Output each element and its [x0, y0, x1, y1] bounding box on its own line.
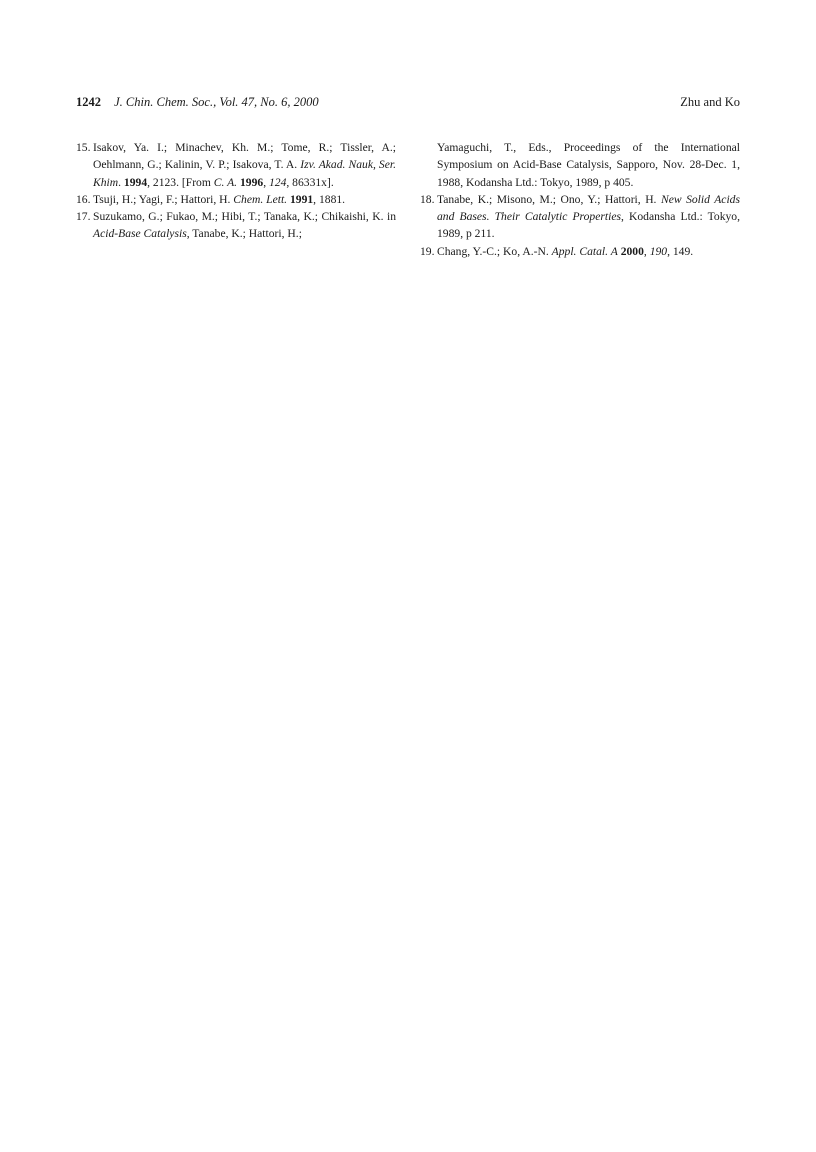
references-column-left: [76, 139, 396, 243]
journal-citation: J. Chin. Chem. Soc., Vol. 47, No. 6, 2000: [114, 95, 319, 109]
running-header: [76, 94, 740, 110]
reference-19: 19. Chang, Y.-C.; Ko, A.-N. Appl. Catal. A 2000, 190, 149.: [420, 243, 740, 260]
references-column-right: [420, 139, 740, 260]
reference-18: 18. Tanabe, K.; Misono, M.; Ono, Y.; Hattori, H. New Solid Acids and Bases. Their Catalytic Properties, Kodansha Ltd.: Tokyo, 1989, p 211.: [420, 192, 740, 241]
reference-number: 19.: [420, 244, 435, 258]
reference-17-continued: Yamaguchi, T., Eds., Proceedings of the International Symposium on Acid-Base Catalysis, Sapporo, Nov. 28-Dec. 1, 1988, Kodansha Ltd.: Tokyo, 1989, p 405.: [437, 141, 740, 189]
page-number: 1242: [76, 95, 101, 109]
reference-17: 17. Suzukamo, G.; Fukao, M.; Hibi, T.; Tanaka, K.; Chikaishi, K. in Acid-Base Catalysis, Tanabe, K.; Hattori, H.;: [76, 210, 396, 241]
reference-number: 16.: [76, 192, 91, 206]
reference-number: 18.: [420, 192, 435, 206]
reference-15: 15. Isakov, Ya. I.; Minachev, Kh. M.; Tome, R.; Tissler, A.; Oehlmann, G.; Kalinin, V. P.; Isakova, T. A. Izv. Akad. Nauk, Ser. Khim. 1994, 2123. [From C. A. 1996, 124, 86331x].: [76, 141, 397, 189]
reference-number: 17.: [76, 210, 91, 224]
running-authors: Zhu and Ko: [680, 95, 740, 109]
reference-number: 15.: [76, 141, 91, 154]
reference-16: 16. Tsuji, H.; Yagi, F.; Hattori, H. Chem. Lett. 1991, 1881.: [76, 191, 396, 208]
